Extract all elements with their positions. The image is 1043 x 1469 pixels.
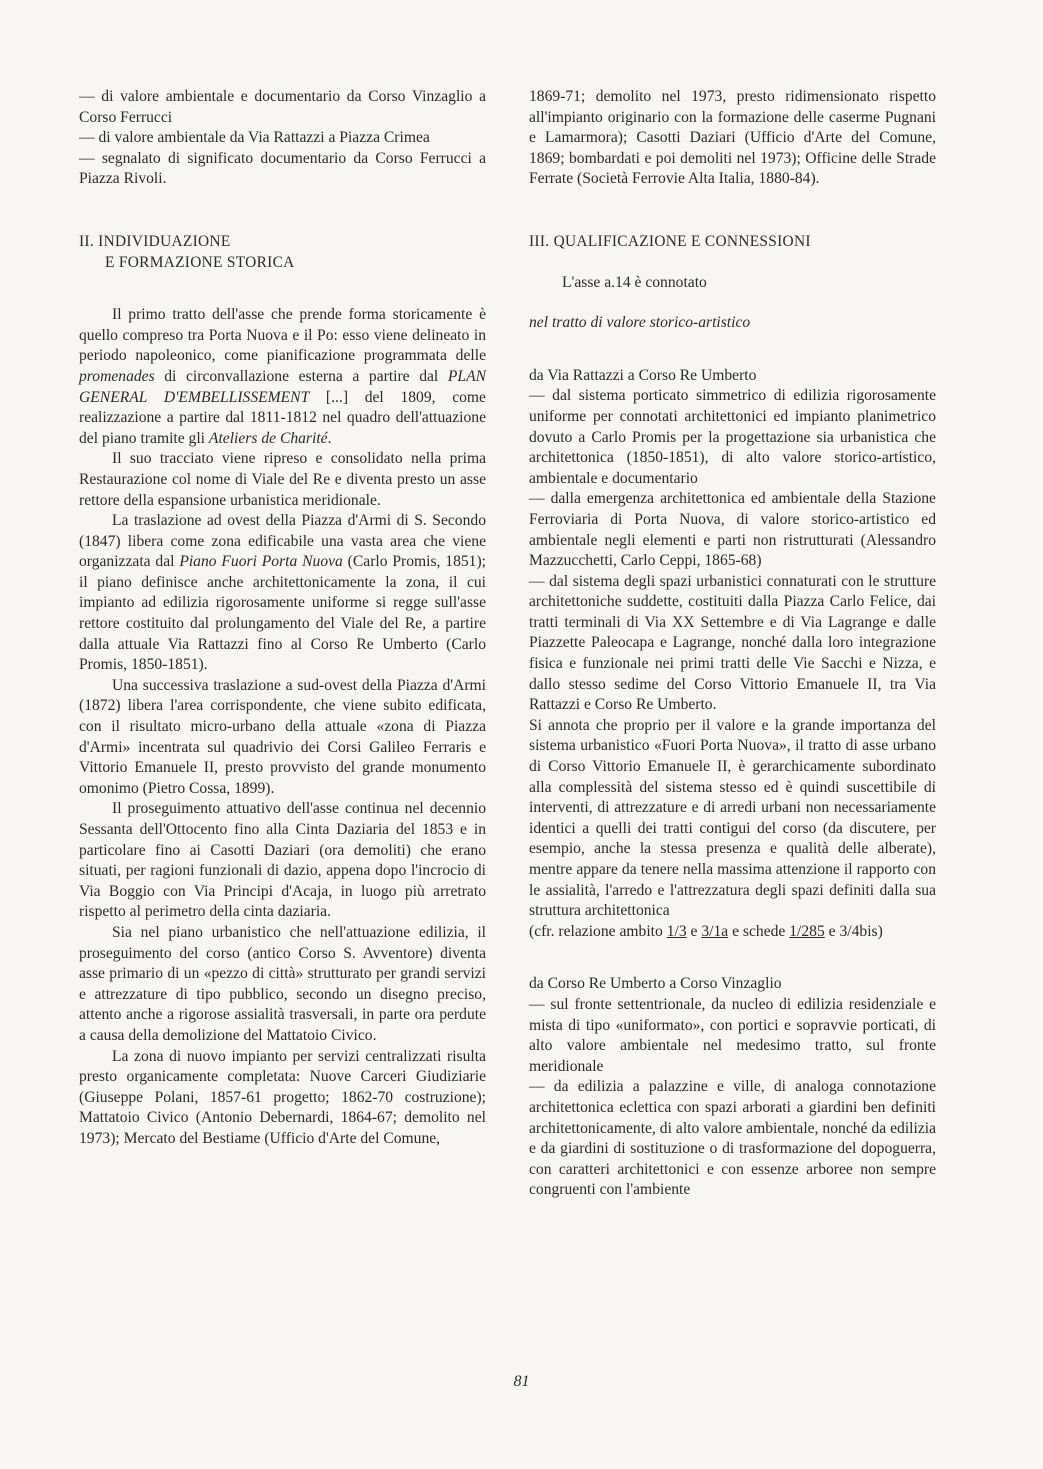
stretch-note: Si annota che proprio per il valore e la grande importanza del sistema urbanistico «Fuori Porta Nuova», il tratto di asse urbano di Corso Vittorio Emanuele II, è gerarchicamente subordinato alla complessità del sistema stesso ed è quindi suscettibile di interventi, di attrezzature e di arredi urbani non necessariamente identici a quelli dei tratti contigui del corso (da discutere, per esempio, anche la stessa presenza e qualità delle alberate), mentre appare da tenere nella massima attenzione il rapporto con le assialità, l'arredo e l'attrezzatura degli spazi definiti dalla sua struttura architettonica [529,716,936,920]
intro-item: — di valore ambientale e documentario da Corso Vinzaglio a Corso Ferrucci [79,87,486,128]
reference-line: (cfr. relazione ambito 1/3 e 3/1a e schede 1/285 e 3/4bis) [529,922,883,940]
paragraph: La zona di nuovo impianto per servizi centralizzati risulta presto organicamente completata: Nuove Carceri Giudiziarie (Giuseppe Polani, 1857-61 progetto; 1862-70 costruzione); Mattatoio Civico (Antonio Debernardi, 1864-67; demolito nel 1973); Mercato del Bestiame (Ufficio d'Arte del Comune, [79,1047,486,1147]
stretch-item: — dalla emergenza architettonica ed ambientale della Stazione Ferroviaria di Porta Nuova, di valore storico-artistico ed ambientale negli elementi e parti non ristrutturati (Alessandro Mazzucchetti, Carlo Ceppi, 1865-68) [529,489,936,571]
paragraph-continued: 1869-71; demolito nel 1973, presto ridimensionato rispetto all'impianto originario con la formazione delle caserme Pugnani e Lamarmora); Casotti Daziari (Ufficio d'Arte del Comune, 1869; bombardati e poi demoliti nel 1973); Officine delle Strade Ferrate (Società Ferrovie Alta Italia, 1880-84). [529,88,936,188]
paragraph: Il proseguimento attuativo dell'asse continua nel decennio Sessanta dell'Ottocento fino alla Cinta Daziaria del 1853 e in particolare fino ai Casotti Daziari (ora demoliti) che erano situati, per ragioni funzionali di dazio, appena dopo l'incrocio di Via Boggio con Via Principi d'Acaja, in luogo più arretrato rispetto al perimetro della cinta daziaria. [79,800,486,921]
paragraph: Una successiva traslazione a sud-ovest della Piazza d'Armi (1872) libera l'area corrispondente, che viene subito edificata, con il risultato micro-urbano della attuale «zona di Piazza d'Armi» incentrata sul quadrivio dei Corsi Galileo Ferraris e Vittorio Emanuele II, presto provvisto del grande monumento omonimo (Pietro Cossa, 1899). [79,676,486,797]
intro-item: — di valore ambientale da Via Rattazzi a Piazza Crimea [79,128,486,149]
paragraph: Sia nel piano urbanistico che nell'attuazione edilizia, il proseguimento del corso (antico Corso S. Avventore) diventa asse primario di un «pezzo di città» strutturato per grandi servizi e attrezzature di tipo pubblico, secondo un disegno preciso, attento anche a rigorose assialità trasversali, in parte ora perdute a causa della demolizione del Mattatoio Civico. [79,923,486,1044]
stretch-item: — dal sistema porticato simmetrico di edilizia rigorosamente uniforme per connotati architettonici ed impianto planimetrico dovuto a Carlo Promis per la progettazione sia urbanistica che architettonica (1850-1851), di alto valore storico-artistico, ambientale e documentario [529,386,936,489]
stretch-item: — da edilizia a palazzine e ville, di analoga connotazione architettonica eclettica con spazi arborati a giardini ben definiti architettonicamente, di alto valore ambientale, nonché da edilizia e da giardini di sostituzione o di trasformazione del dopoguerra, con caratteri architettonici e con essenze arboree non sempre congruenti con l'ambiente [529,1077,936,1201]
left-column [79,87,486,1150]
section-number: II. [79,232,94,250]
section-number: III. [529,232,550,250]
stretch-item: — sul fronte settentrionale, da nucleo di edilizia residenziale e mista di tipo «uniformato», con portici e sopravvie porticati, di alto valore ambientale nel medesimo tratto, sul fronte meridionale [529,995,936,1077]
right-column [529,87,936,1201]
section-heading-iii [529,232,936,253]
paragraph: Il primo tratto dell'asse che prende forma storicamente è quello compreso tra Porta Nuova e il Po: esso viene delineato in periodo napoleonico, come pianificazione programmata delle promenades di circonvallazione esterna a partire dal PLAN GENERAL D'EMBELLISSEMENT [...] del 1809, come realizzazione a partire dal 1811-1812 nel quadro dell'attuazione del piano tramite gli Ateliers de Charité. [79,306,486,447]
intro-item: — segnalato di significato documentario da Corso Ferrucci a Piazza Rivoli. [79,149,486,190]
section-title-line1: INDIVIDUAZIONE [98,232,231,250]
ref-link: 1/3 [666,922,687,940]
ref-link: 1/285 [789,922,825,940]
section-title-line2: E FORMAZIONE STORICA [105,253,295,271]
stretch-title: da Via Rattazzi a Corso Re Umberto [529,366,757,384]
section-heading-ii [79,232,486,273]
stretch-item: — dal sistema degli spazi urbanistici connaturati con le strutture architettoniche suddette, costituiti dalla Piazza Carlo Felice, dai tratti terminali di Via XX Settembre e di Via Lagrange e dalle Piazzette Paleocapa e Lagrange, nonché dalla loro integrazione fisica e funzionale nei primi tratti delle Vie Sacchi e Nizza, e dallo stesso sedime del Corso Vittorio Emanuele II, tra Via Rattazzi e Corso Re Umberto. [529,572,936,716]
subtitle: nel tratto di valore storico-artistico [529,314,751,332]
stretch-title: da Corso Re Umberto a Corso Vinzaglio [529,975,782,993]
paragraph: Il suo tracciato viene ripreso e consolidato nella prima Restaurazione col nome di Viale del Re e diventa presto un asse rettore della espansione urbanistica meridionale. [79,450,486,509]
intro-line: L'asse a.14 è connotato [562,273,707,291]
ref-link: 3/1a [701,922,729,940]
section-title: QUALIFICAZIONE E CONNESSIONI [553,232,811,250]
paragraph: La traslazione ad ovest della Piazza d'Armi di S. Secondo (1847) libera come zona edificabile una vasta area che viene organizzata dal Piano Fuori Porta Nuova (Carlo Promis, 1851); il piano definisce anche architettonicamente la zona, il cui impianto ad edilizia rigorosamente uniforme si regge sull'asse rettore costituito dal prolungamento del Viale del Re, a partire dalla attuale Via Rattazzi fino al Corso Re Umberto (Carlo Promis, 1850-1851). [79,512,487,674]
page-number: 81 [513,1373,530,1390]
